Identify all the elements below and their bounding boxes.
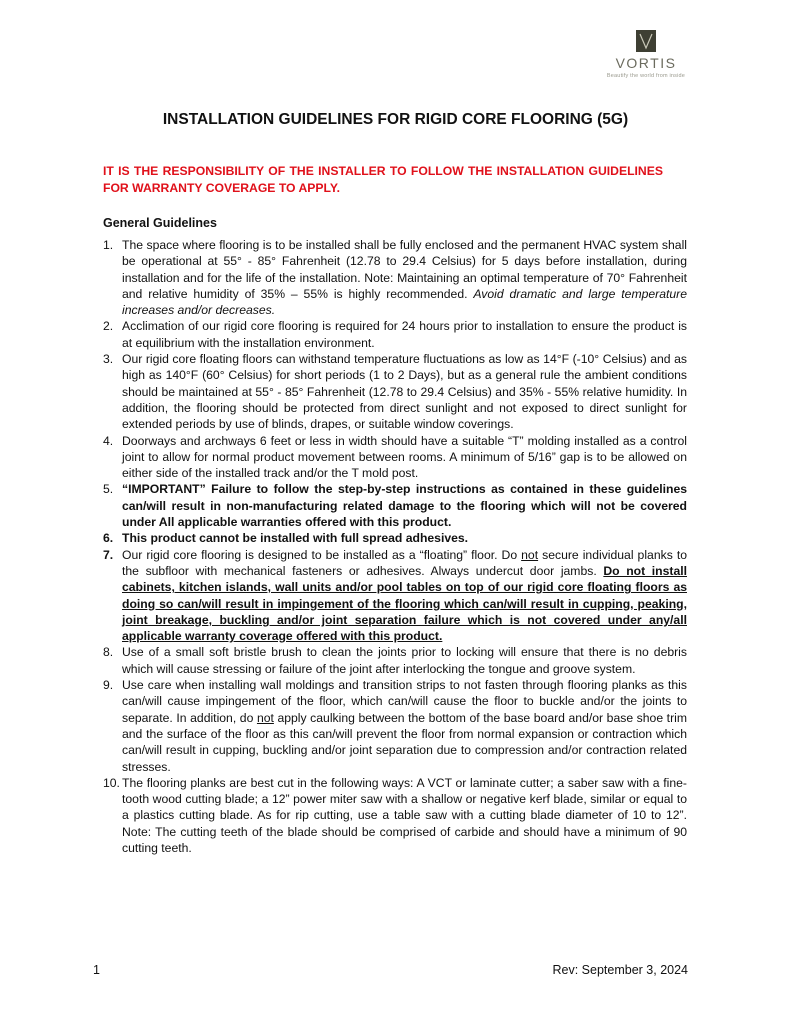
item-number: 8. — [103, 645, 114, 660]
item-text-underline: not — [256, 710, 274, 725]
item-text-important: “IMPORTANT” Failure to follow the step-by-step instructions as contained in these guidelines can/will result in non-manufacturing related damage to the flooring which will not be covered under All applicable warranties offered with this product. — [122, 482, 687, 530]
document-title: INSTALLATION GUIDELINES FOR RIGID CORE FLOORING (5G) — [162, 111, 629, 128]
item-number: 1. — [103, 238, 114, 252]
guideline-item-3 — [103, 351, 687, 432]
item-number: 3. — [103, 352, 114, 367]
brand-name: VORTIS — [615, 55, 677, 71]
page-number: 1 — [93, 963, 100, 977]
item-text: The flooring planks are best cut in the following ways: A VCT or laminate cutter; a saber saw with a fine-tooth wood cutting blade; a 12” power miter saw with a shallow or negative kerf blade, similar or equal to a plastics cutting blade. As for rip cutting, use a table saw with a cutting blade diameter of 10 to 12”. Note: The cutting teeth of the blade should be comprised of carbide and should have a minimum of 90 cutting teeth. — [122, 775, 687, 855]
item-number: 2. — [103, 319, 114, 334]
warranty-warning: IT IS THE RESPONSIBILITY OF THE INSTALLER TO FOLLOW THE INSTALLATION GUIDELINES FOR WARRANTY COVERAGE TO APPLY. — [103, 164, 663, 195]
section-heading: General Guidelines — [103, 216, 217, 230]
guideline-item-1 — [103, 237, 687, 318]
item-text-italic: Avoid dramatic and large temperature increases and/or decreases. — [122, 286, 687, 318]
guideline-item-2 — [103, 318, 687, 351]
brand-tagline: Beautify the world from inside — [606, 73, 686, 79]
item-text: Our rigid core floating floors can withstand temperature fluctuations as low as 14°F (-10° Celsius) and as high as 140°F (60° Celsius) for short periods (1 to 2 Days), but as a general rule the ambient conditions should be maintained at 55° - 85° Fahrenheit (12.78 to 29.4 Celsius) and 35% - 55% relative humidity. In addition, the flooring should be protected from direct sunlight and not exposed to direct sunlight for extended periods by use of blinds, drapes, or suitable window coverings. — [122, 352, 687, 432]
item-text: Use of a small soft bristle brush to clean the joints prior to locking will ensure that there is no debris which will cause stressing or failure of the joint after interlocking the tongue and groove system. — [122, 645, 687, 676]
vortis-logo-mark-icon — [636, 30, 656, 52]
guideline-item-4 — [103, 433, 687, 482]
item-text: The space where flooring is to be installed shall be fully enclosed and the permanent HVAC system shall be operational at 55° - 85° Fahrenheit (12.78 to 29.4 Celsius) for 5 days before installation, during installation and for the life of the installation. Note: Maintaining an optimal temperature of 70° Fahrenheit and relative humidity of 35% – 55% is highly recommended. — [122, 238, 687, 301]
guideline-item-8 — [103, 644, 687, 677]
item-number: 7. — [103, 547, 114, 562]
item-number: 6. — [103, 531, 114, 546]
item-number: 10. — [103, 775, 120, 790]
item-text: Use care when installing wall moldings and transition strips to not fasten through flooring planks as this can/will cause impingement of the floor, which can/will cause the floor to buckle and/or the joints to separate. In addition, do — [122, 678, 687, 725]
item-text-underline: not — [521, 547, 539, 562]
item-number: 4. — [103, 433, 114, 448]
guideline-item-10 — [103, 775, 687, 856]
revision-date: Rev: September 3, 2024 — [552, 963, 688, 977]
item-text: Acclimation of our rigid core flooring is required for 24 hours prior to installation to ensure the product is at equilibrium with the installation environment. — [122, 319, 687, 350]
brand-logo — [596, 30, 696, 79]
guideline-item-5 — [103, 481, 687, 530]
item-text: apply caulking between the bottom of the base board and/or base shoe trim and the surface of the floor as this can/will prevent the floor from normal expansion or contraction which can/will result in cupping, buckling and/or joint separation due to compression and/or contraction related stresses. — [122, 710, 687, 774]
item-text: secure individual planks to the subfloor with mechanical fasteners or adhesives. Always undercut door jambs. — [122, 547, 687, 578]
item-text-important: This product cannot be installed with full spread adhesives. — [122, 531, 469, 546]
item-text-bold-underline: Do not install cabinets, kitchen islands, wall units and/or pool tables on top of our rigid core floating floors as doing so can/will result in impingement of the flooring which can/will result in cupping, peaking, joint breakage, buckling and/or joint separation failure which is not covered under any/all applicable warranty coverage offered with this product. — [122, 563, 687, 644]
item-number: 5. — [103, 482, 114, 497]
guideline-item-7 — [103, 547, 687, 645]
item-number: 9. — [103, 678, 114, 693]
item-text: Doorways and archways 6 feet or less in width should have a suitable “T” molding installed as a control joint to allow for normal product movement between rooms. A minimum of 5/16” gap is to be allowed on either side of the installed track and/or the T mold post. — [122, 433, 687, 481]
guidelines-list — [103, 237, 687, 856]
guideline-item-9 — [103, 677, 687, 775]
item-text: Our rigid core flooring is designed to be installed as a “floating” floor. Do — [122, 547, 522, 562]
guideline-item-6 — [103, 530, 687, 546]
